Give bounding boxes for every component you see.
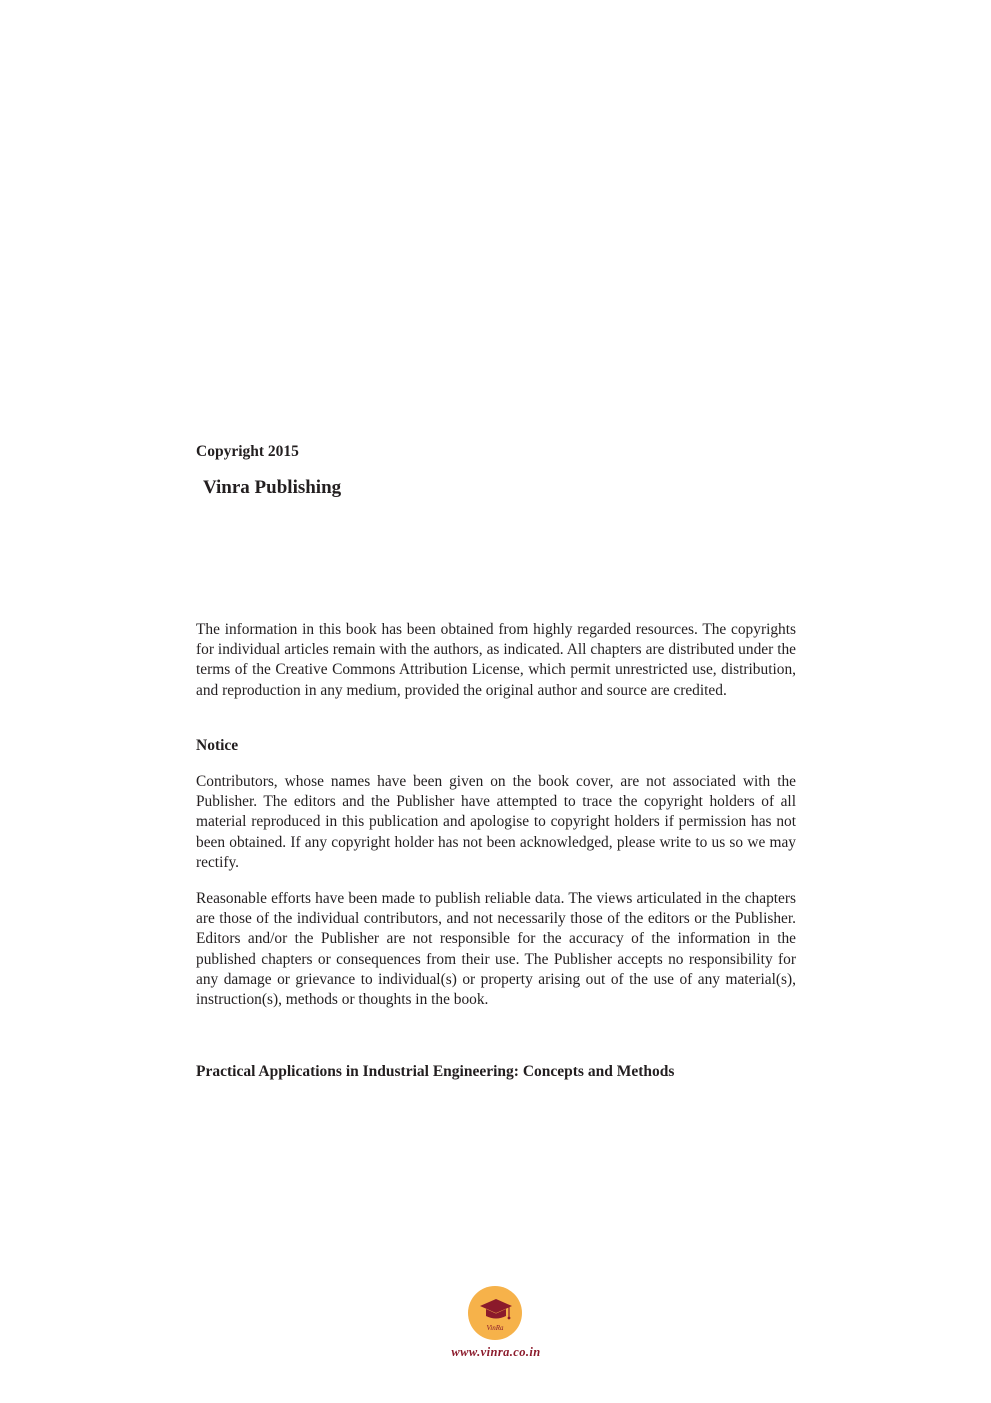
contributors-paragraph: Contributors, whose names have been given on the book cover, are not associated with the Publisher. The editors and the Publisher have attempted to trace the copyright holders of all material reproduced in this publication and apologise to copyright holders if permission has not been obtained. If any copyright holder has not been acknowledged, please write to us so we may rectify.	[196, 773, 796, 871]
copyright-year: Copyright 2015	[196, 443, 299, 460]
notice-heading: Notice	[196, 737, 239, 754]
book-title: Practical Applications in Industrial Engineering: Concepts and Methods	[196, 1063, 675, 1080]
logo-circle	[468, 1286, 522, 1340]
website-link[interactable]: www.vinra.co.in	[451, 1345, 541, 1359]
logo-text: VinRa	[486, 1324, 504, 1332]
publisher-name: Vinra Publishing	[203, 477, 342, 498]
publisher-logo	[468, 1286, 524, 1342]
disclaimer-paragraph: Reasonable efforts have been made to publish reliable data. The views articulated in the chapters are those of the individual contributors, and not necessarily those of the editors or the Publisher. Editors and/or the Publisher are not responsible for the accuracy of the information in the published chapters or consequences from their use. The Publisher accepts no responsibility for any damage or grievance to individual(s) or property arising out of the use of any material(s), instruction(s), methods or thoughts in the book.	[196, 890, 796, 1009]
graduation-cap-icon	[468, 1286, 522, 1340]
information-paragraph: The information in this book has been obtained from highly regarded resources. The copyrights for individual articles remain with the authors, as indicated. All chapters are distributed under the terms of the Creative Commons Attribution License, which permit unrestricted use, distribution, and reproduction in any medium, provided the original author and source are credited.	[196, 621, 796, 699]
